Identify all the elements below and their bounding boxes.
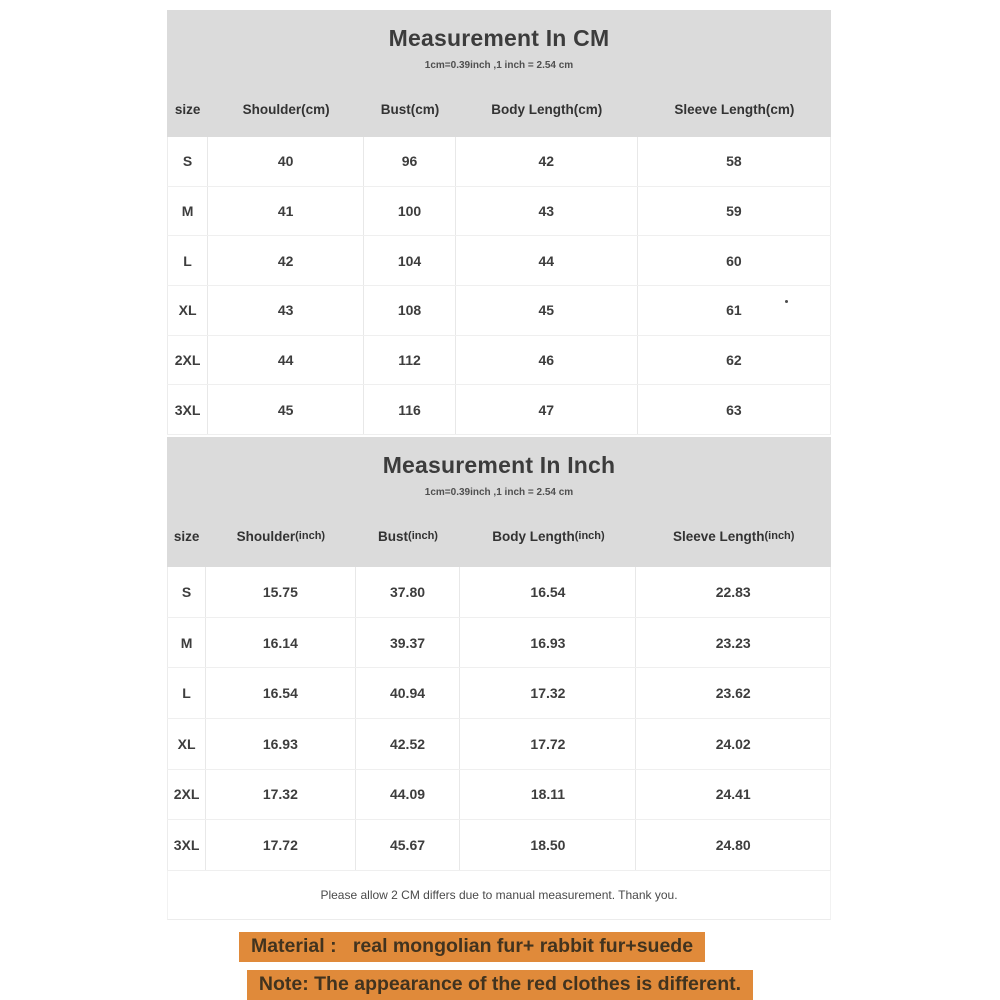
sleeve-length-cell: 24.41 bbox=[636, 770, 831, 820]
table-row bbox=[167, 336, 831, 386]
bust-cell: 37.80 bbox=[356, 567, 461, 617]
bust-cell: 42.52 bbox=[356, 719, 461, 769]
inch-col-shoulder: Shoulder (inch) bbox=[236, 528, 326, 544]
size-cell: 2XL bbox=[167, 770, 206, 820]
shoulder-cell: 16.14 bbox=[206, 618, 355, 668]
table-row bbox=[167, 187, 831, 237]
size-cell: 3XL bbox=[167, 820, 206, 870]
table-row bbox=[167, 567, 831, 618]
body-length-cell: 18.11 bbox=[460, 770, 636, 820]
bust-cell: 40.94 bbox=[356, 668, 461, 718]
size-chart-sheet bbox=[167, 10, 831, 920]
inch-conversion-note: 1cm=0.39inch ,1 inch = 2.54 cm bbox=[424, 487, 574, 499]
size-cell: S bbox=[167, 137, 208, 186]
body-length-cell: 46 bbox=[456, 336, 638, 385]
inch-col-body-length: Body Length (inch) bbox=[492, 528, 605, 544]
inch-col-size: size bbox=[173, 528, 200, 544]
cm-col-bust: Bust(cm) bbox=[380, 101, 440, 117]
bust-cell: 96 bbox=[364, 137, 456, 186]
body-length-cell: 47 bbox=[456, 385, 638, 434]
bust-cell: 45.67 bbox=[356, 820, 461, 870]
inch-table-header bbox=[167, 437, 831, 567]
cm-conversion-note: 1cm=0.39inch ,1 inch = 2.54 cm bbox=[424, 60, 574, 71]
sleeve-length-cell: 58 bbox=[638, 137, 831, 186]
bust-cell: 100 bbox=[364, 187, 456, 236]
cm-col-sleeve-length: Sleeve Length(cm) bbox=[674, 101, 795, 117]
shoulder-cell: 41 bbox=[208, 187, 364, 236]
bust-cell: 108 bbox=[364, 286, 456, 335]
shoulder-cell: 44 bbox=[208, 336, 364, 385]
inch-col-bust: Bust (inch) bbox=[378, 528, 438, 544]
size-cell: XL bbox=[167, 719, 206, 769]
sleeve-length-cell: 22.83 bbox=[636, 567, 831, 617]
body-length-cell: 16.93 bbox=[460, 618, 636, 668]
cm-table-body bbox=[167, 137, 831, 435]
warning-line bbox=[0, 970, 1000, 1000]
material-highlight: Material : real mongolian fur+ rabbit fur+suede bbox=[239, 932, 705, 962]
table-row bbox=[167, 618, 831, 669]
body-length-cell: 45 bbox=[456, 286, 638, 335]
shoulder-cell: 16.54 bbox=[206, 668, 355, 718]
table-row bbox=[167, 236, 831, 286]
inch-table-title: Measurement In Inch bbox=[382, 452, 616, 479]
sleeve-length-cell: 23.23 bbox=[636, 618, 831, 668]
inch-table-section bbox=[167, 437, 831, 920]
inch-col-sleeve-length: Sleeve Length (inch) bbox=[672, 528, 795, 544]
shoulder-cell: 17.72 bbox=[206, 820, 355, 870]
table-row bbox=[167, 137, 831, 187]
size-cell: S bbox=[167, 567, 206, 617]
size-cell: M bbox=[167, 618, 206, 668]
size-cell: XL bbox=[167, 286, 208, 335]
shoulder-cell: 42 bbox=[208, 236, 364, 285]
sleeve-length-cell: 60 bbox=[638, 236, 831, 285]
body-length-cell: 44 bbox=[456, 236, 638, 285]
shoulder-cell: 40 bbox=[208, 137, 364, 186]
artifact-dot bbox=[785, 300, 788, 303]
size-cell: L bbox=[167, 668, 206, 718]
table-row bbox=[167, 286, 831, 336]
sleeve-length-cell: 62 bbox=[638, 336, 831, 385]
sleeve-length-cell: 61 bbox=[638, 286, 831, 335]
table-row bbox=[167, 668, 831, 719]
cm-col-body-length: Body Length(cm) bbox=[491, 101, 603, 117]
table-row bbox=[167, 770, 831, 821]
table-row bbox=[167, 820, 831, 871]
shoulder-cell: 16.93 bbox=[206, 719, 355, 769]
shoulder-cell: 17.32 bbox=[206, 770, 355, 820]
sleeve-length-cell: 59 bbox=[638, 187, 831, 236]
bust-cell: 104 bbox=[364, 236, 456, 285]
bust-cell: 39.37 bbox=[356, 618, 461, 668]
shoulder-cell: 15.75 bbox=[206, 567, 355, 617]
sleeve-length-cell: 63 bbox=[638, 385, 831, 434]
bust-cell: 44.09 bbox=[356, 770, 461, 820]
body-length-cell: 42 bbox=[456, 137, 638, 186]
body-length-cell: 18.50 bbox=[460, 820, 636, 870]
body-length-cell: 16.54 bbox=[460, 567, 636, 617]
cm-column-header-row bbox=[167, 97, 831, 121]
material-line bbox=[0, 932, 1000, 962]
table-row bbox=[167, 719, 831, 770]
bust-cell: 112 bbox=[364, 336, 456, 385]
body-length-cell: 43 bbox=[456, 187, 638, 236]
sleeve-length-cell: 23.62 bbox=[636, 668, 831, 718]
cm-table-title: Measurement In CM bbox=[388, 25, 610, 51]
size-cell: L bbox=[167, 236, 208, 285]
size-cell: M bbox=[167, 187, 208, 236]
warning-highlight: Note: The appearance of the red clothes is different. bbox=[247, 970, 753, 1000]
table-row bbox=[167, 385, 831, 435]
body-length-cell: 17.72 bbox=[460, 719, 636, 769]
cm-table-header bbox=[167, 10, 831, 137]
cm-col-size: size bbox=[174, 101, 201, 117]
measurement-tolerance-note: Please allow 2 CM differs due to manual measurement. Thank you. bbox=[167, 871, 831, 920]
inch-column-header-row bbox=[167, 524, 831, 548]
shoulder-cell: 43 bbox=[208, 286, 364, 335]
body-length-cell: 17.32 bbox=[460, 668, 636, 718]
size-cell: 3XL bbox=[167, 385, 208, 434]
sleeve-length-cell: 24.02 bbox=[636, 719, 831, 769]
shoulder-cell: 45 bbox=[208, 385, 364, 434]
bust-cell: 116 bbox=[364, 385, 456, 434]
size-cell: 2XL bbox=[167, 336, 208, 385]
sleeve-length-cell: 24.80 bbox=[636, 820, 831, 870]
cm-col-shoulder: Shoulder(cm) bbox=[242, 101, 330, 117]
inch-table-body bbox=[167, 567, 831, 871]
